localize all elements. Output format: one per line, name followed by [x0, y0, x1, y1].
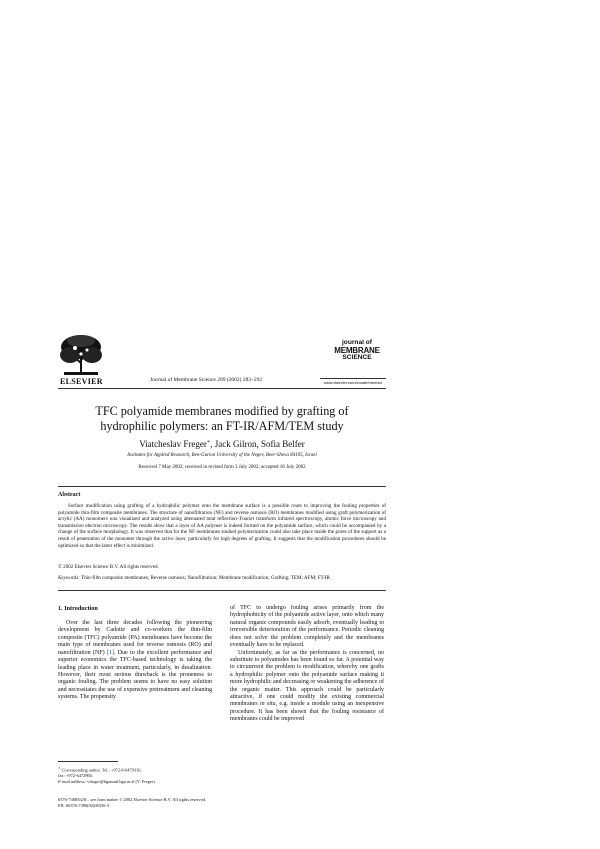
left-column	[58, 620, 212, 702]
intro-p1-text-b: . Due to the excellent performance and superior economics the TFC-based technology is taking the leading place in water treatment, particularly, in desalination. However, their most serious drawback is the proneness to organic fouling. The problem seems to have no easy solution and necessitates the use of expensive pretreatment and cleaning systems. The propensity	[58, 649, 213, 701]
intro-p1-text-a: Over the last three decades following the pioneering development by Cadotte and co-workers the thin-film composite (TFC) polyamide (PA) membranes have become the main type of membranes used for reverse osmosis (RO) and nanofiltration (NF)	[58, 620, 212, 656]
intro-paragraph-1	[58, 620, 212, 702]
email-label: E-mail address:	[58, 779, 87, 785]
citation-link[interactable]: [1]	[106, 649, 114, 656]
journal-logo-line-2: MEMBRANE	[334, 345, 380, 355]
received-dates: Received 7 May 2002; received in revised form 3 July 2002; accepted 16 July 2002	[138, 465, 306, 470]
first-author: Viatcheslav Freger	[139, 439, 207, 449]
section-heading: 1. Introduction	[58, 605, 98, 612]
intro-paragraph-2: of TFC to undergo fouling arises primarily from the hydrophobicity of the polyamide active layer, onto which many natural organic compounds easily adsorb, eventually leading to irreversible deterioration of the performance. Periodic cleaning does not solve the problem completely and the membranes eventually have to be replaced.	[230, 605, 384, 649]
journal-logo	[328, 340, 386, 361]
title-line-1: TFC polyamide membranes modified by grafting of	[95, 404, 349, 418]
article-title	[58, 404, 386, 434]
intro-p3-text-a: Unfortunately, as far as the performance is concerned, no substitute to polyamides has been found so far. A potential way to circumvent the problem is modification, whereby one grafts a hydrophilic polymer onto the polyamide surface making it more hydrophilic and decreasing or weakening the adherence of the organic matter. This approach could be particularly attractive, if one could modify the existing commercial membranes	[230, 649, 384, 708]
keywords-rule	[58, 590, 386, 591]
journal-url[interactable]: www.elsevier.com/locate/memsci	[320, 378, 386, 385]
abstract-text: Surface modification using grafting of a hydrophilic polymer onto the membrane surface is a possible route to improving the fouling properties of polyamide thin-film composite membranes. The structure of nanofiltration (NF) and reverse osmosis (RO) membranes modified using graft polymerization of acrylic (AA) monomers was visualized and analyzed using attenuated total reflection–Fourier transform infrared spectroscopy, atomic force microscopy and transmission electron microscopy. The results show that a layer of AA polymer is indeed formed on the polyamide surface, which could be accompanied by a change of the surface morphology. It was observed that for the NF membranes studied polymerization could also take place inside the pores of the support as a result of penetration of the monomer through the active layer, particularly for high degrees of grafting. It suggests that the modification procedures should be optimized so that the latter effect is minimized.	[58, 503, 386, 549]
in-situ-term: in situ	[259, 701, 276, 708]
keywords	[58, 575, 386, 582]
abstract-copyright: © 2002 Elsevier Science B.V. All rights reserved.	[58, 564, 159, 570]
journal-reference: Journal of Membrane Science 209 (2002) 283–292	[150, 377, 263, 383]
corresponding-author-mark[interactable]: ∗	[206, 440, 211, 445]
author-list	[58, 439, 386, 449]
intro-paragraph-3	[230, 650, 384, 724]
abstract-rule	[58, 486, 386, 487]
footnote-line-2: fax: +972-6472960.	[58, 773, 93, 779]
keywords-text: Thin-film composite membranes; Reverse osmosis; Nanofiltration; Membrane modification; Grafting; TEM; AFM; FT-IR	[81, 575, 330, 581]
header-rule	[58, 388, 386, 389]
other-authors: , Jack Gilron, Sofia Belfer	[210, 439, 305, 449]
right-column	[230, 605, 384, 724]
pii-line: PII: S0376-7388(02)00356-3	[58, 803, 110, 808]
publisher-name: ELSEVIER	[60, 377, 103, 386]
front-matter-note	[58, 797, 388, 809]
email-address[interactable]: vfreger@bgumail.bgu.ac.il (V. Freger).	[87, 779, 156, 785]
issn-line: 0376-7388/02/$ – see front matter © 2002 Elsevier Science B.V. All rights reserved.	[58, 797, 206, 802]
footnote	[58, 765, 218, 785]
journal-logo-line-1: journal of	[341, 339, 373, 346]
footnote-line-1: Corresponding author. Tel.: +972-8-6479316;	[61, 767, 142, 773]
title-line-2: hydrophilic polymers: an FT-IR/AFM/TEM study	[100, 419, 344, 433]
keywords-label: Keywords:	[58, 575, 80, 581]
footnote-mark: ∗	[58, 766, 61, 770]
journal-logo-line-3: SCIENCE	[342, 353, 372, 361]
intro-p3-text-b: , e.g. inside a module using an inexpensive procedure. It has been shown that the fouling resistance of membranes could be improved	[230, 701, 384, 723]
footnote-rule	[58, 761, 118, 762]
abstract-heading: Abstract	[58, 492, 81, 498]
affiliation: Institutes for Applied Research, Ben-Gurion University of the Negev, Beer-Sheva 84105, Israel	[127, 453, 317, 458]
